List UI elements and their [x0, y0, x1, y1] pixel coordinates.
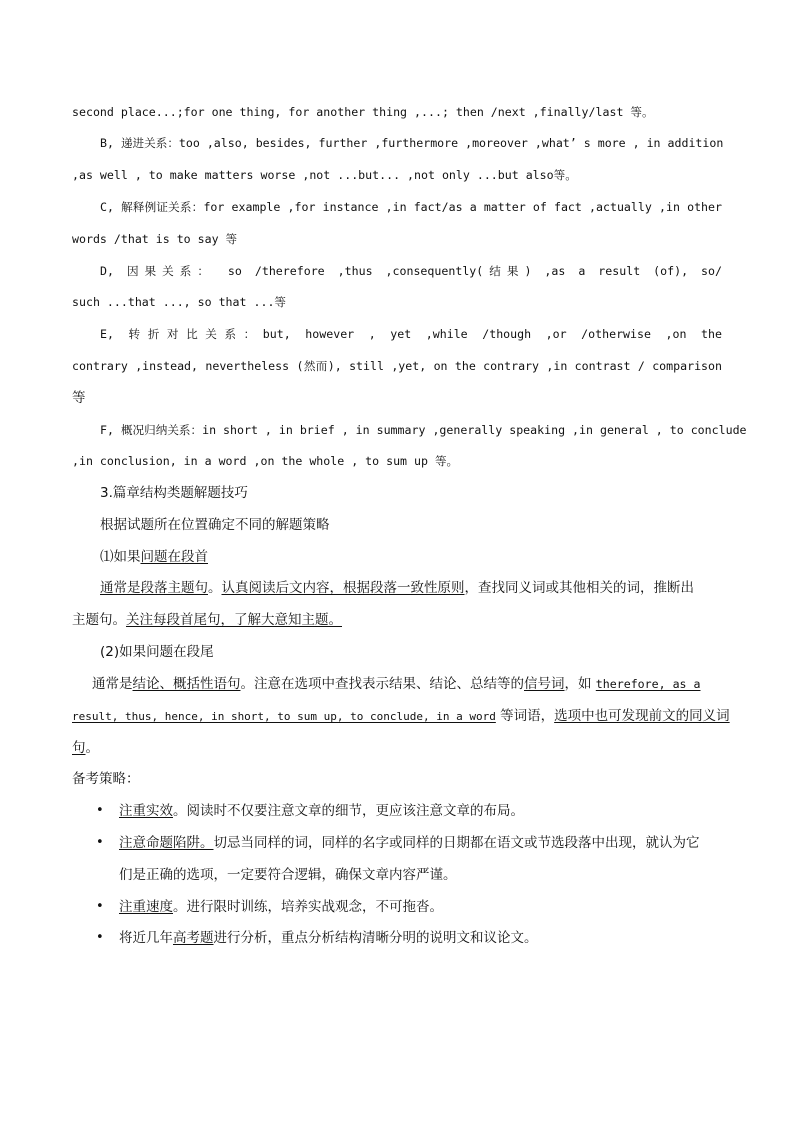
subheading: (2)如果问题在段尾 [100, 644, 214, 660]
list-item: 注重速度。进行限时训练，培养实战观念，不可拖沓。 [119, 899, 443, 915]
text-line: result, thus, hence, in short, to sum up, to conclude, in a word 等词语，选项中也可发现前文的同义词 [72, 708, 730, 724]
text-line: such ...that ..., so that ...等 [72, 295, 287, 309]
text-line: words /that is to say 等 [72, 232, 238, 246]
text-line: ,in conclusion, in a word ,on the whole , to sum up 等。 [72, 454, 459, 468]
list-item-continuation: 们是正确的选项，一定要符合逻辑，确保文章内容严谨。 [119, 867, 457, 883]
text-line: E, 转折对比关系：but, however , yet ,while /though ,or /otherwise ,on the [100, 327, 722, 341]
list-item: 注意命题陷阱。切忌当同样的词，同样的名字或同样的日期都在语文或节选段落中出现，就认为它 [119, 835, 700, 851]
text-line: C, 解释例证关系：for example ,for instance ,in fact/as a matter of fact ,actually ,in other [100, 200, 722, 214]
subheading: ⑴如果问题在段首 [100, 549, 208, 565]
bullet-icon: • [96, 899, 104, 914]
section-heading: 3.篇章结构类题解题技巧 [100, 485, 248, 501]
text-line: contrary ,instead, nevertheless (然而), still ,yet, on the contrary ,in contrast / comparison [72, 359, 722, 373]
bullet-icon: • [96, 930, 104, 945]
text-line: F, 概况归纳关系：in short , in brief , in summary ,generally speaking ,in general , to conclude [100, 423, 747, 437]
text-line: 主题句。关注每段首尾句，了解大意知主题。 [72, 612, 342, 628]
text-line: B, 递进关系：too ,also, besides, further ,furthermore ,moreover ,what’ s more , in addition [100, 136, 724, 150]
text-line: 通常是结论、概括性语句。注意在选项中查找表示结果、结论、总结等的信号词，如 therefore, as a [92, 676, 701, 692]
bullet-icon: • [96, 835, 104, 850]
section-heading: 备考策略： [72, 771, 140, 787]
text-line: 根据试题所在位置确定不同的解题策略 [100, 517, 330, 533]
text-line: second place...;for one thing, for another thing ,...; then /next ,finally/last 等。 [72, 105, 654, 119]
text-line: D, 因果关系： so /therefore ,thus ,consequently(结果) ,as a result (of), so/ [100, 264, 722, 278]
text-line: 句。 [72, 740, 99, 756]
text-line: 等 [72, 390, 86, 406]
list-item: 将近几年高考题进行分析，重点分析结构清晰分明的说明文和议论文。 [119, 930, 538, 946]
list-item: 注重实效。阅读时不仅要注意文章的细节，更应该注意文章的布局。 [119, 803, 524, 819]
bullet-icon: • [96, 803, 104, 818]
text-line: ,as well , to make matters worse ,not ...but... ,not only ...but also等。 [72, 168, 577, 182]
text-line: 通常是段落主题句。认真阅读后文内容，根据段落一致性原则，查找同义词或其他相关的词，推断出 [100, 580, 694, 596]
